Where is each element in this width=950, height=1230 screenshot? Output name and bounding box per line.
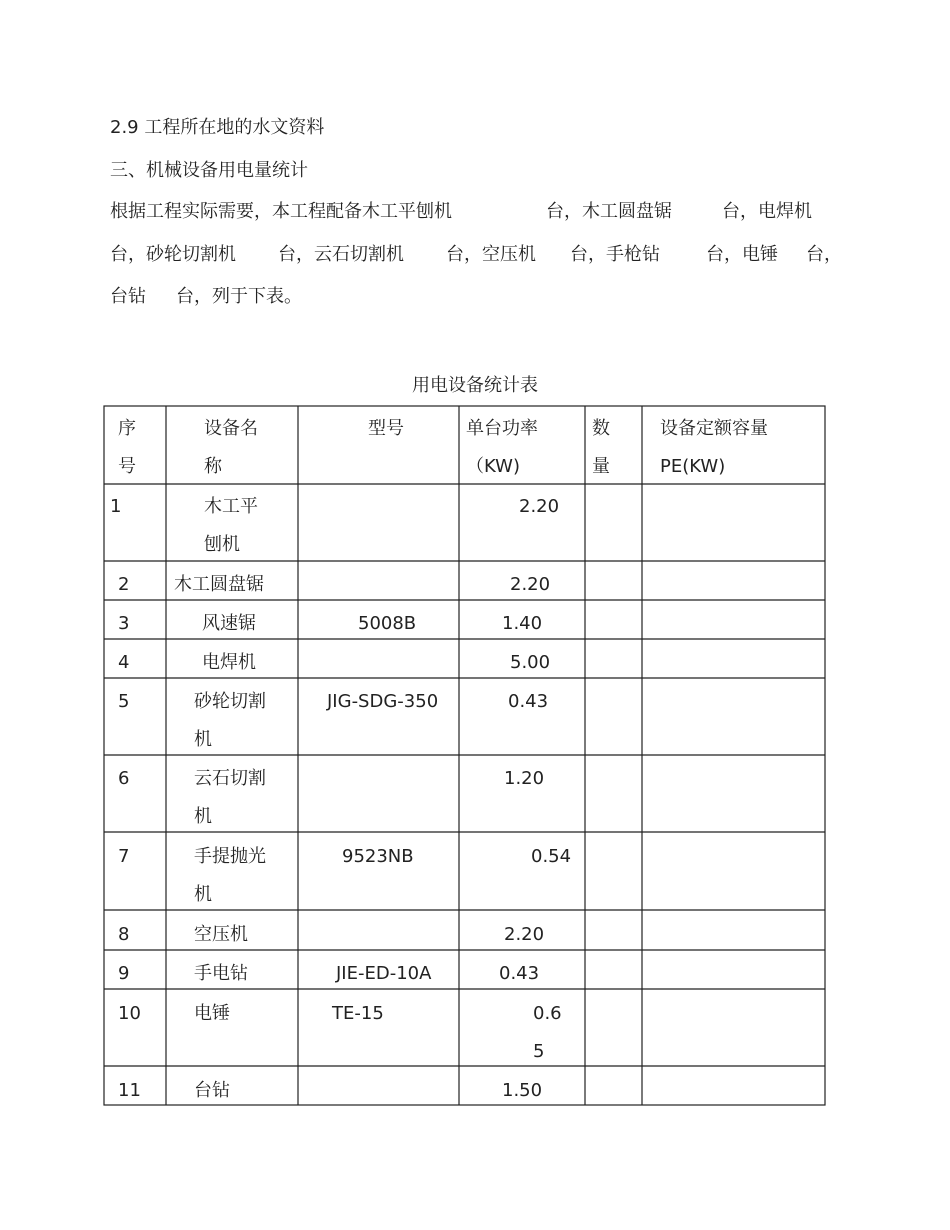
model-value: JIE-ED-10A xyxy=(336,963,432,984)
row-number: 10 xyxy=(118,1003,141,1024)
model-value: 5008B xyxy=(358,613,417,634)
equipment-name: 台钻 xyxy=(194,1080,230,1101)
power-value: 1.20 xyxy=(504,768,545,789)
header-index: 序 xyxy=(118,418,136,439)
paragraph-text: 台，列于下表。 xyxy=(176,286,302,307)
header-model: 型号 xyxy=(368,418,404,439)
equipment-name: 机 xyxy=(194,884,212,905)
model-value: 9523NB xyxy=(342,846,414,867)
row-number: 2 xyxy=(118,574,130,595)
power-value: 2.20 xyxy=(519,496,560,517)
equipment-name: 风速锯 xyxy=(202,613,256,634)
row-number: 8 xyxy=(118,924,130,945)
header-qty: 量 xyxy=(592,456,610,477)
equipment-name: 机 xyxy=(194,806,212,827)
header-qty: 数 xyxy=(592,418,610,439)
header-index: 号 xyxy=(118,456,136,477)
row-number: 7 xyxy=(118,846,130,867)
model-value: TE-15 xyxy=(332,1003,384,1024)
power-value: 0.54 xyxy=(531,846,572,867)
equipment-name: 电锤 xyxy=(194,1003,230,1024)
header-name: 设备名 xyxy=(204,418,258,439)
equipment-name: 刨机 xyxy=(204,534,240,555)
header-capacity: PE(KW) xyxy=(660,456,726,477)
paragraph-text: 台，砂轮切割机 xyxy=(110,244,236,265)
header-capacity: 设备定额容量 xyxy=(660,418,768,439)
row-number: 5 xyxy=(118,691,130,712)
row-number: 6 xyxy=(118,768,130,789)
paragraph-text: 台，电锤 xyxy=(706,244,778,265)
power-value: 5 xyxy=(533,1041,545,1062)
model-value: JIG-SDG-350 xyxy=(327,691,439,712)
power-value: 2.20 xyxy=(510,574,551,595)
equipment-name: 空压机 xyxy=(194,924,248,945)
row-number: 9 xyxy=(118,963,130,984)
power-value: 0.6 xyxy=(533,1003,562,1024)
paragraph-text: 台，木工圆盘锯 xyxy=(546,201,672,222)
power-value: 0.43 xyxy=(508,691,549,712)
section-heading-equipment: 三、机械设备用电量统计 xyxy=(110,160,308,181)
equipment-name: 砂轮切割 xyxy=(194,691,266,712)
equipment-name: 机 xyxy=(194,729,212,750)
paragraph-text: 台， xyxy=(806,244,842,265)
paragraph-text: 台，电焊机 xyxy=(722,201,812,222)
section-heading-hydrology: 2.9 工程所在地的水文资料 xyxy=(110,117,325,138)
power-value: 1.50 xyxy=(502,1080,543,1101)
equipment-name: 手电钻 xyxy=(194,963,248,984)
row-number: 4 xyxy=(118,652,130,673)
equipment-name: 手提抛光 xyxy=(194,846,266,867)
equipment-name: 木工圆盘锯 xyxy=(174,574,264,595)
power-value: 0.43 xyxy=(499,963,540,984)
paragraph-text: 台钻 xyxy=(110,286,146,307)
equipment-name: 电焊机 xyxy=(202,652,256,673)
table-caption: 用电设备统计表 xyxy=(412,375,538,396)
row-number: 11 xyxy=(118,1080,141,1101)
header-name: 称 xyxy=(204,456,222,477)
equipment-name: 木工平 xyxy=(204,496,258,517)
header-power: （KW) xyxy=(466,456,520,477)
header-power: 单台功率 xyxy=(466,418,538,439)
power-value: 2.20 xyxy=(504,924,545,945)
equipment-name: 云石切割 xyxy=(194,768,266,789)
power-value: 1.40 xyxy=(502,613,543,634)
paragraph-text: 根据工程实际需要，本工程配备木工平刨机 xyxy=(110,201,452,222)
row-number: 1 xyxy=(110,496,122,517)
power-value: 5.00 xyxy=(510,652,551,673)
paragraph-text: 台，空压机 xyxy=(446,244,536,265)
paragraph-text: 台，云石切割机 xyxy=(278,244,404,265)
paragraph-text: 台，手枪钻 xyxy=(570,244,660,265)
row-number: 3 xyxy=(118,613,130,634)
